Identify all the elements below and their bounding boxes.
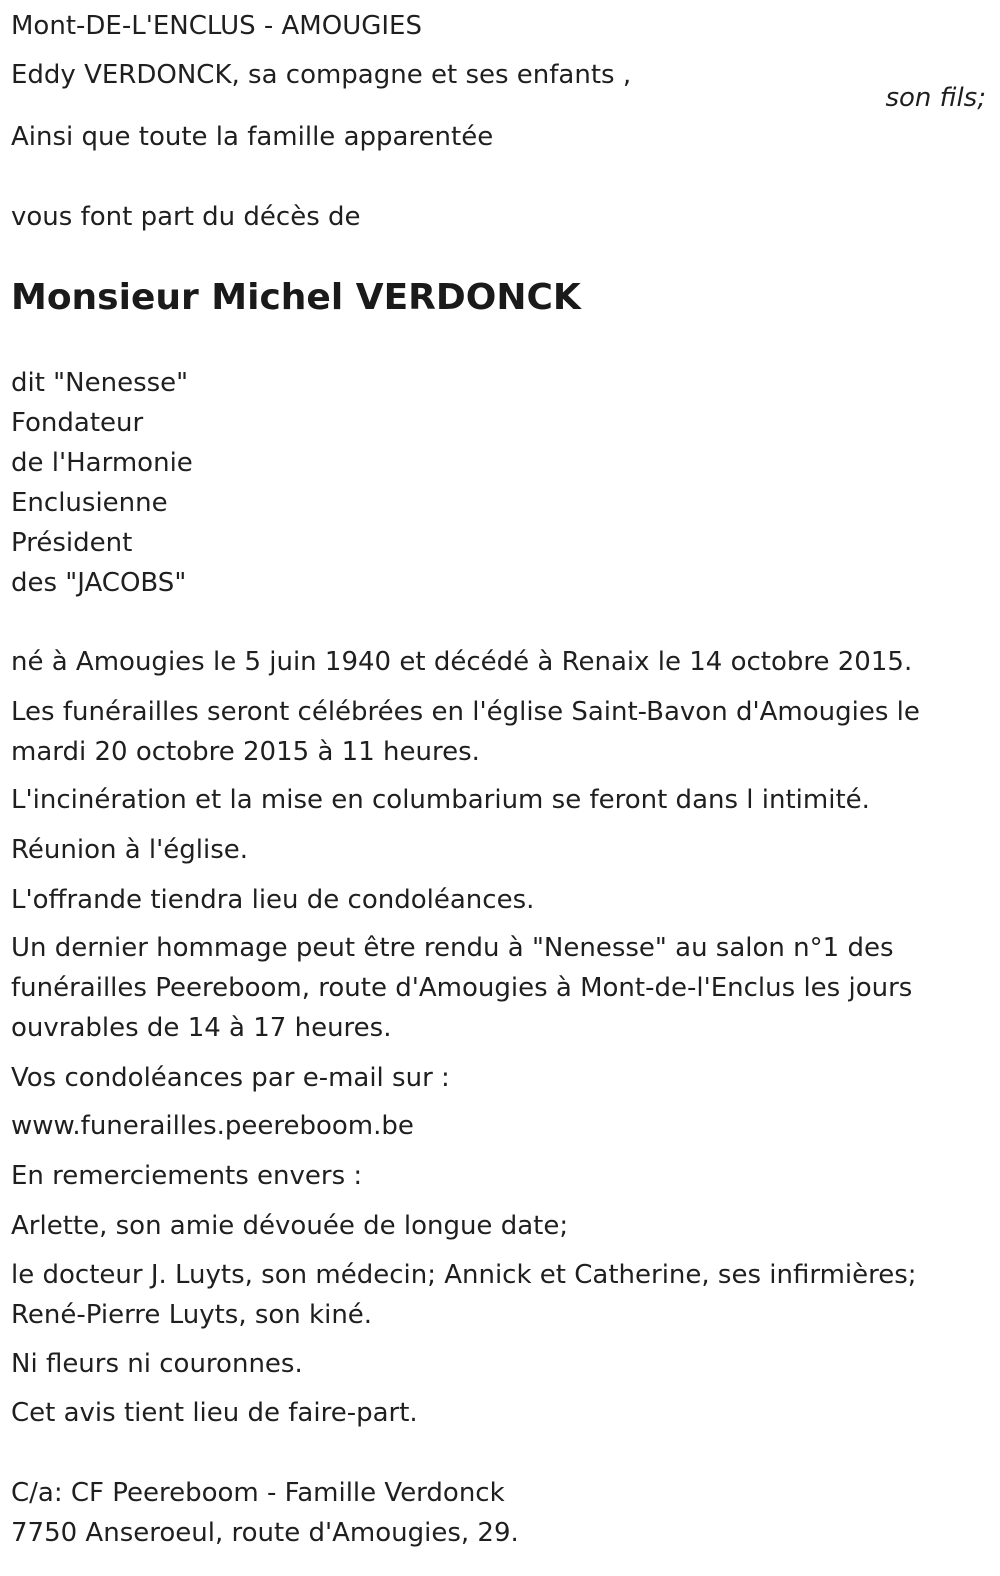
family-relation: son fils;	[885, 83, 986, 113]
tribute-paragraph	[11, 928, 971, 1048]
no-flowers-line: Ni fleurs ni couronnes.	[11, 1349, 303, 1379]
tribute-line: ouvrables de 14 à 17 heures.	[11, 1013, 392, 1043]
title-line: des "JACOBS"	[11, 568, 187, 598]
thanks-line: René-Pierre Luyts, son kiné.	[11, 1300, 373, 1330]
title-line: Enclusienne	[11, 488, 168, 518]
birth-death-line: né à Amougies le 5 juin 1940 et décédé à Renaix le 14 octobre 2015.	[11, 647, 913, 677]
offering-line: L'offrande tiendra lieu de condoléances.	[11, 885, 535, 915]
deceased-name: Monsieur Michel VERDONCK	[11, 277, 581, 318]
meeting-line: Réunion à l'église.	[11, 835, 249, 865]
family-line-2: Ainsi que toute la famille apparentée	[11, 122, 494, 152]
location-header: Mont-DE-L'ENCLUS - AMOUGIES	[11, 11, 422, 41]
notice-line: Cet avis tient lieu de faire-part.	[11, 1398, 418, 1428]
title-line: dit "Nenesse"	[11, 368, 189, 398]
condolences-label: Vos condoléances par e-mail sur :	[11, 1063, 450, 1093]
thanks-line-1: Arlette, son amie dévouée de longue date;	[11, 1211, 569, 1241]
title-line: Fondateur	[11, 408, 144, 438]
thanks-paragraph	[11, 1255, 971, 1335]
family-line-1: Eddy VERDONCK, sa compagne et ses enfants ,	[11, 60, 632, 90]
website-link[interactable]: www.funerailles.peereboom.be	[11, 1111, 414, 1141]
title-line: de l'Harmonie	[11, 448, 193, 478]
contact-block	[11, 1473, 971, 1553]
contact-line: 7750 Anseroeul, route d'Amougies, 29.	[11, 1518, 519, 1548]
deceased-titles	[11, 363, 971, 603]
funeral-line: mardi 20 octobre 2015 à 11 heures.	[11, 737, 480, 767]
funeral-paragraph	[11, 692, 971, 772]
funeral-line: Les funérailles seront célébrées en l'église Saint-Bavon d'Amougies le	[11, 697, 920, 727]
thanks-line: le docteur J. Luyts, son médecin; Annick et Catherine, ses infirmières;	[11, 1260, 917, 1290]
thanks-label: En remerciements envers :	[11, 1161, 363, 1191]
tribute-line: funérailles Peereboom, route d'Amougies à Mont-de-l'Enclus les jours	[11, 973, 913, 1003]
title-line: Président	[11, 528, 133, 558]
tribute-line: Un dernier hommage peut être rendu à "Nenesse" au salon n°1 des	[11, 933, 894, 963]
announcement-text: vous font part du décès de	[11, 202, 361, 232]
contact-line: C/a: CF Peereboom - Famille Verdonck	[11, 1478, 505, 1508]
incineration-line: L'incinération et la mise en columbarium se feront dans l intimité.	[11, 785, 870, 815]
